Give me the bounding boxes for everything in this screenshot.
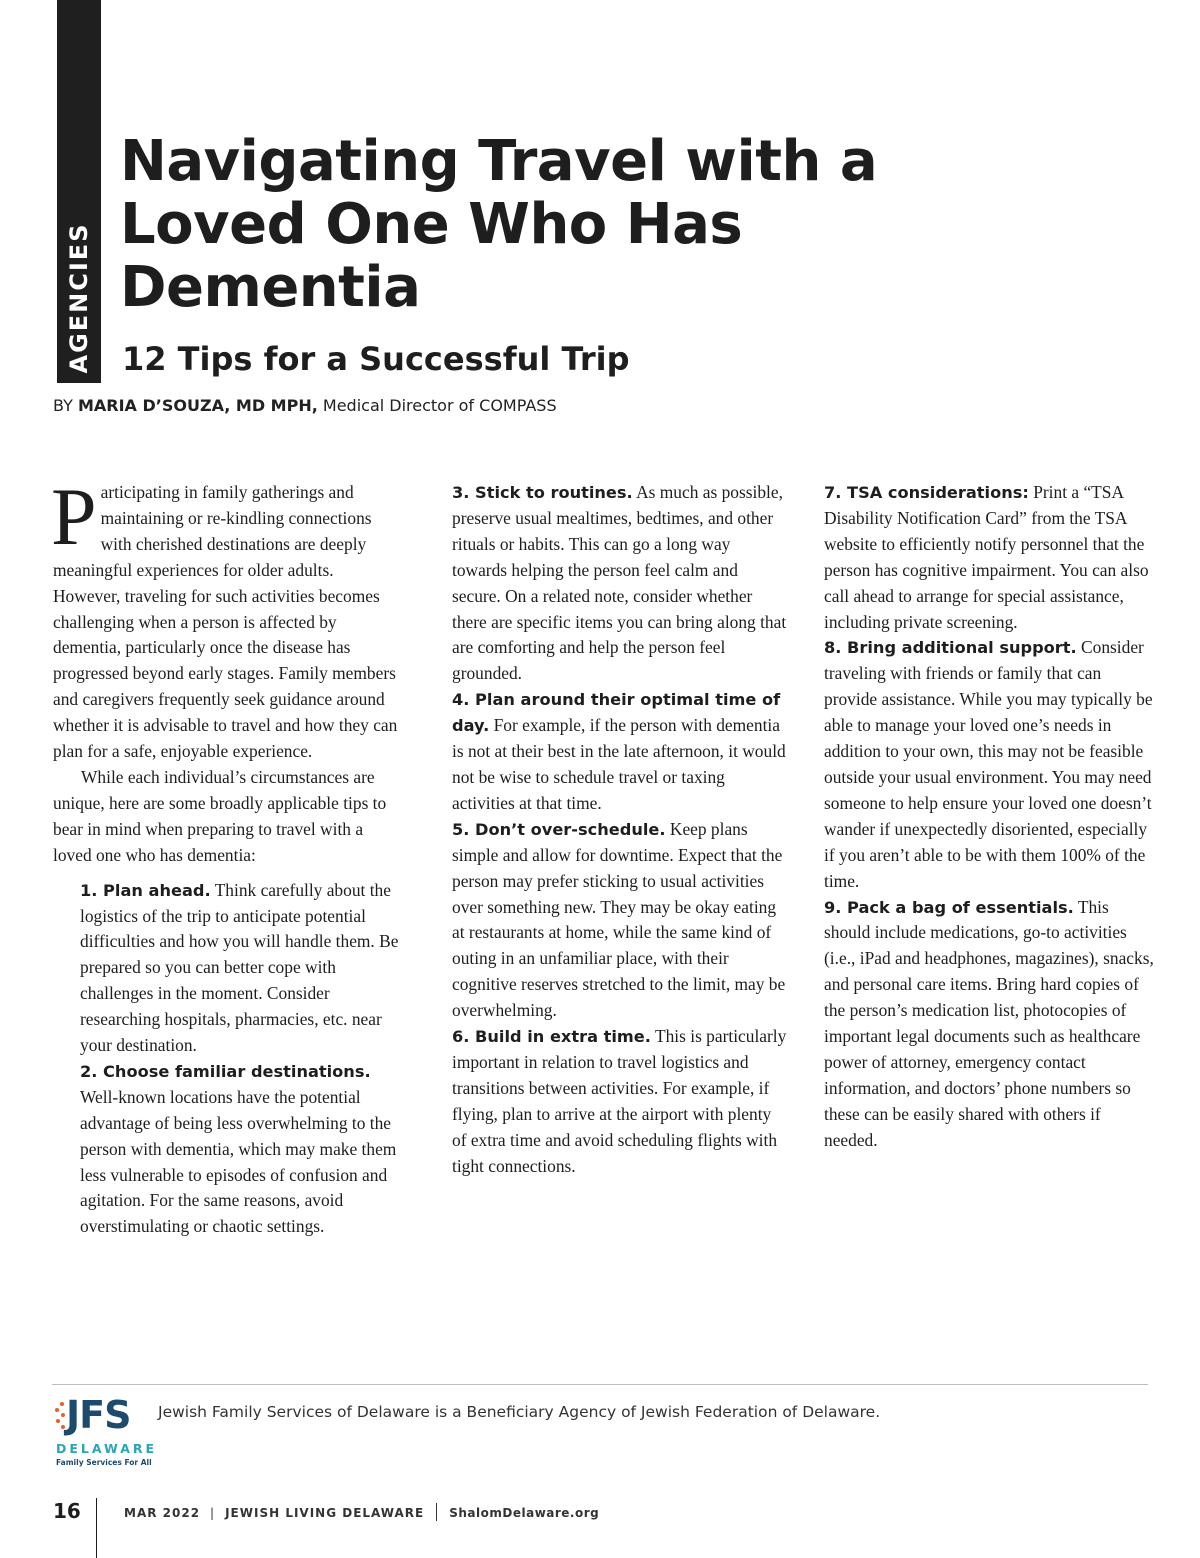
tip-heading: 5. Don’t over-schedule. [452,819,666,839]
tip-body: Consider traveling with friends or family that can provide assistance. While you may typically be able to manage your loved one’s needs in addition to your own, this may not be feasible outside your usual environment. You may need someone to help ensure your loved one doesn’t wander if unexpectedly disoriented, especially if you aren’t able to be with them 100% of the time. [824,637,1153,891]
logo-dots-icon [54,1402,66,1430]
byline [53,396,557,415]
folio-issue: MAR 2022 [124,1506,201,1520]
tip-heading: 2. Choose familiar destinations. [80,1061,371,1081]
intro-paragraph-2: While each individual’s circumstances are unique, here are some broadly applicable tips to bear in mind when preparing to travel with a loved one who has dementia: [53,766,387,865]
folio-publication: JEWISH LIVING DELAWARE [225,1506,425,1520]
column-2 [452,480,787,1179]
tip-body: This should include medications, go-to activities (i.e., iPad and headphones, magazines), snacks, and personal care items. Bring hard copies of the person’s medication list, photocopies of important legal documents such as healthcare power of attorney, emergency contact information, and doctors’ phone numbers so these can be easily shared with others if needed. [824,896,1154,1150]
tip-heading: 8. Bring additional support. [824,638,1077,658]
tip-8 [824,635,1154,894]
article-subtitle: 12 Tips for a Successful Trip [122,340,630,378]
logo-letters: JFS [66,1393,131,1437]
logo-tagline: Family Services For All [56,1458,152,1467]
column-3 [824,480,1154,1154]
tip-body: For example, if the person with dementia is not at their best in the late afternoon, it would not be wise to schedule travel or taxing activities at that time. [452,715,786,813]
beneficiary-note: Jewish Family Services of Delaware is a Beneficiary Agency of Jewish Federation of Delaware. [158,1403,881,1421]
tip-heading: 9. Pack a bag of essentials. [824,897,1074,917]
folio [124,1503,599,1521]
tip-1 [53,878,403,1059]
tip-3 [452,480,787,687]
page-number: 16 [53,1499,81,1523]
tip-heading: 7. TSA considerations: [824,483,1029,502]
tip-2 [53,1059,403,1240]
tip-heading: 3. Stick to routines. [452,483,633,502]
tip-body: Think carefully about the logistics of the trip to anticipate potential difficulties and how you will handle them. Be prepared so you can better cope with challenges in the moment. Consider researching hospitals, pharmacies, etc. near your destination. [80,879,399,1056]
byline-author: MARIA D’SOUZA, MD MPH, [77,396,318,415]
byline-prefix: BY [53,396,73,415]
page-number-divider [96,1498,97,1558]
tip-body: Well-known locations have the potential advantage of being less overwhelming to the person with dementia, which may make them less vulnerable to episodes of confusion and agitation. For the same reasons, avoid overstimulating or chaotic settings. [80,1086,397,1237]
logo-region: DELAWARE [56,1441,158,1456]
section-label-text: AGENCIES [65,222,93,374]
tip-heading: 6. Build in extra time. [452,1027,651,1047]
article-title: Navigating Travel with a Loved One Who Has Dementia [120,129,878,320]
tip-5 [452,817,787,1024]
jfs-logo [54,1393,164,1476]
folio-separator: | [210,1506,216,1520]
folio-website[interactable]: ShalomDelaware.org [449,1506,600,1520]
tip-heading: 1. Plan ahead. [80,880,211,900]
byline-role: Medical Director of COMPASS [322,396,557,415]
footer-divider [52,1384,1148,1385]
section-label [57,0,101,383]
tip-4 [452,687,787,817]
tip-body: As much as possible, preserve usual mealtimes, bedtimes, and other rituals or habits. This can go a long way towards helping the person feel calm and secure. On a related note, consider whether there are specific items you can bring along that are comforting and help the person feel grounded. [452,482,787,684]
tip-body: Keep plans simple and allow for downtime. Expect that the person may prefer sticking to usual activities over something new. They may be okay eating at restaurants at home, while the same kind of outing in an unfamiliar place, with their cognitive reserves stretched to the limit, may be overwhelming. [452,818,786,1021]
drop-cap: P [51,471,97,562]
intro-paragraph [51,471,403,765]
tip-6 [452,1024,787,1179]
tip-9 [824,895,1154,1154]
tip-body: This is particularly important in relation to travel logistics and transitions between activities. For example, if flying, plan to arrive at the airport with plenty of extra time and avoid scheduling flights with tight connections. [452,1026,787,1176]
tip-body: Print a “TSA Disability Notification Card” from the TSA website to efficiently notify personnel that the person has cognitive impairment. You can also call ahead to arrange for special assistance, including private screening. [824,482,1149,632]
tip-7 [824,480,1154,635]
column-1 [51,471,403,1240]
intro-text: articipating in family gatherings and maintaining or re-kindling connections with cherished destinations are deeply meaningful experiences for older adults. However, traveling for such activities becomes challenging when a person is affected by dementia, particularly once the disease has progressed beyond early stages. Family members and caregivers frequently seek guidance around whether it is advisable to travel and how they can plan for a safe, enjoyable experience. [53,482,398,762]
tip-heading: 4. Plan around their optimal time of day. [452,690,781,736]
folio-divider [436,1503,437,1521]
